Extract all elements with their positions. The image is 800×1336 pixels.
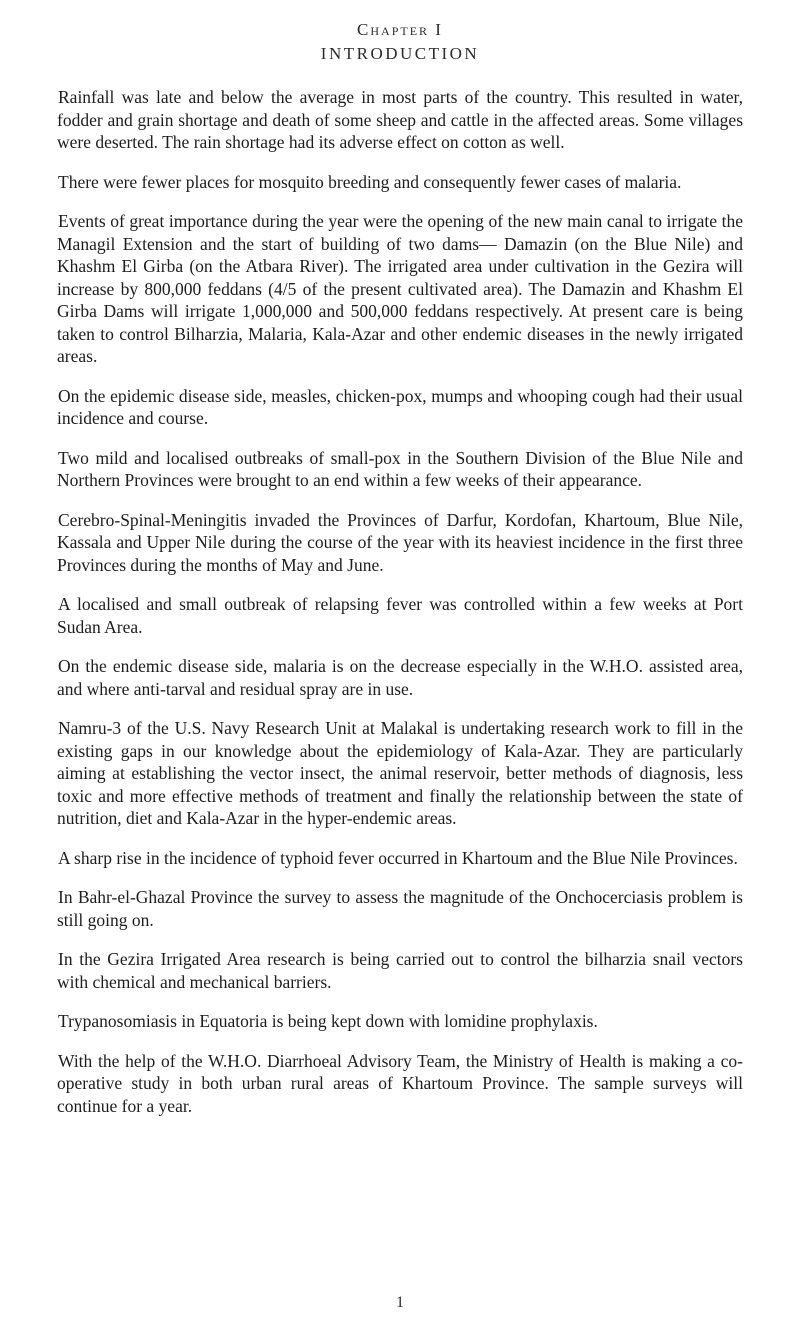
paragraph-typhoid: A sharp rise in the incidence of typhoid fever occurred in Khartoum and the Blue Nile Provinces. (58, 847, 738, 868)
paragraph-smallpox: Two mild and localised outbreaks of small-pox in the Southern Division of the Blue Nile and Northern Provinces were brought to an end within a few weeks of their appearance. (57, 447, 743, 490)
paragraph-rainfall: Rainfall was late and below the average in most parts of the country. This resulted in water, fodder and grain shortage and death of some sheep and cattle in the affected areas. Some villages were deserted. The rain shortage had its adverse effect on cotton as well. (57, 87, 743, 152)
paragraph-mosquito: There were fewer places for mosquito breeding and consequently fewer cases of malaria. (58, 171, 682, 192)
paragraph-bilharzia: In the Gezira Irrigated Area research is being carried out to control the bilharzia snail vectors with chemical and mechanical barriers. (57, 949, 743, 992)
paragraph-relapsing-fever: A localised and small outbreak of relapsing fever was controlled within a few weeks at Port Sudan Area. (57, 594, 743, 637)
paragraph-events: Events of great importance during the year were the opening of the new main canal to irrigate the Managil Extension and the start of building of two dams— Damazin (on the Blue Nile) and Khashm El Girba (on the Atbara River). The irrigated area under cultivation in the Gezira will increase by 800,000 feddans (4/5 of the present cultivated area). The Damazin and Khashm El Girba Dams will irrigate 1,000,000 and 500,000 feddans respectively. At present care is being taken to control Bilharzia, Malaria, Kala-Azar and other endemic diseases in the newly irrigated areas. (57, 211, 743, 366)
paragraph-namru: Namru-3 of the U.S. Navy Research Unit at Malakal is undertaking research work to fill in the existing gaps in our knowledge about the epidemiology of Kala-Azar. They are particularly aiming at establishing the vector insect, the animal reservoir, better methods of diagnosis, less toxic and more effective methods of treatment and finally the relationship between the state of nutrition, diet and Kala-Azar in the hyper-endemic areas. (57, 718, 743, 828)
paragraph-malaria: On the endemic disease side, malaria is on the decrease especially in the W.H.O. assisted area, and where anti-tarval and residual spray are in use. (57, 656, 743, 699)
paragraph-onchocerciasis: In Bahr-el-Ghazal Province the survey to assess the magnitude of the Onchocerciasis problem is still going on. (57, 887, 743, 930)
section-heading: INTRODUCTION (320, 44, 480, 63)
paragraph-epidemic: On the epidemic disease side, measles, chicken-pox, mumps and whooping cough had their usual incidence and course. (57, 385, 743, 428)
chapter-label: Chapter I (357, 20, 443, 39)
page-number: 1 (396, 1294, 404, 1311)
paragraph-meningitis: Cerebro-Spinal-Meningitis invaded the Provinces of Darfur, Kordofan, Khartoum, Blue Nile, Kassala and Upper Nile during the course of the year with its heaviest incidence in the first three Provinces during the months of May and June. (57, 509, 743, 575)
paragraph-trypanosomiasis: Trypanosomiasis in Equatoria is being kept down with lomidine prophylaxis. (58, 1011, 598, 1031)
paragraph-diarrhoeal: With the help of the W.H.O. Diarrhoeal Advisory Team, the Ministry of Health is making a co-operative study in both urban rural areas of Khartoum Province. The sample surveys will continue for a year. (57, 1050, 743, 1116)
body-text (57, 86, 743, 1134)
